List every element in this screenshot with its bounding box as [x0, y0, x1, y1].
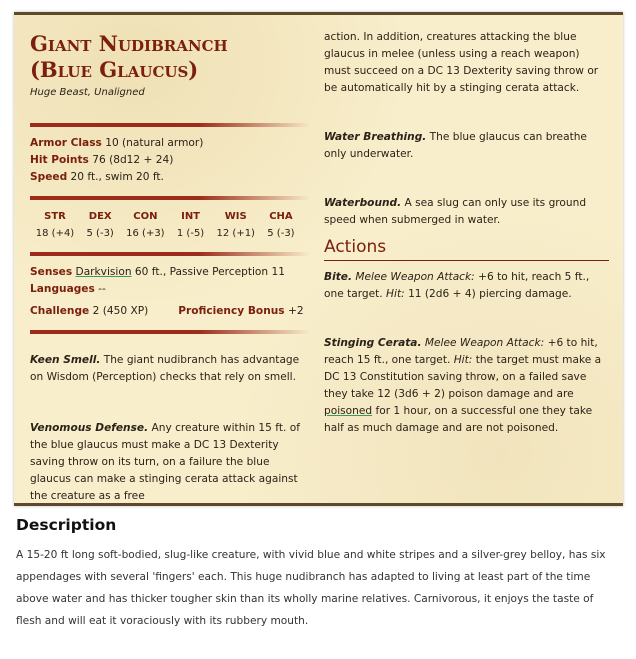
- ability-int: [170, 208, 212, 242]
- monster-name: [30, 31, 312, 83]
- ability-str: [34, 208, 76, 242]
- trait-name: Waterbound.: [324, 197, 402, 209]
- stat-block: [14, 12, 623, 506]
- action-text: the target must make a DC 13 Constitution saving throw, on a failed save they take 12 (3d6 + 2) poison damage and are: [324, 354, 602, 400]
- ability-name: CHA: [269, 211, 293, 222]
- value: 76 (8d12 + 24): [92, 154, 174, 166]
- darkvision-link[interactable]: Darkvision: [75, 266, 132, 278]
- ability-name: STR: [44, 211, 66, 222]
- ability-con: [124, 208, 166, 242]
- languages: [30, 281, 312, 298]
- action-text: 11 (2d6 + 4) piercing damage.: [408, 288, 572, 300]
- trait-text: A sea slug can only use its ground speed when submerged in water.: [324, 197, 587, 226]
- ability-value: 12 (+1): [216, 228, 255, 239]
- value: --: [98, 283, 106, 295]
- label: Proficiency Bonus: [178, 305, 285, 317]
- label: Hit Points: [30, 154, 89, 166]
- actions-heading: Actions: [324, 239, 609, 261]
- trait-waterbound: [324, 195, 609, 229]
- action-text: for 1 hour, on a successful one they take half as much damage and are not poisoned.: [324, 405, 593, 434]
- hit-points: [30, 152, 312, 169]
- label: Languages: [30, 283, 95, 295]
- ability-value: 1 (-5): [176, 228, 205, 239]
- action-text: +6 to hit, reach 5 ft., one target.: [324, 271, 590, 300]
- trait-text: The giant nudibranch has advantage on Wisdom (Perception) checks that rely on smell.: [30, 354, 300, 383]
- ability-scores: [30, 208, 302, 242]
- action-stinging-cerata: [324, 335, 609, 437]
- trait-continued: action. In addition, creatures attacking the blue glaucus in melee (unless using a reach weapon) must succeed on a DC 13 Dexterity saving throw or be automatically hit by a stinging cerata attack.: [324, 31, 599, 94]
- label: Speed: [30, 171, 68, 183]
- hit-label: Hit:: [453, 354, 473, 366]
- description-text: A 15-20 ft long soft-bodied, slug-like creature, with vivid blue and white stripes and a silver-grey belloy, has six appendages with several 'fingers' each. This huge nudibranch has adapted to living at least part of the time above water and has thicker tougher skin than its wholly marine relatives. Carnivorous, it enjoys the taste of flesh and will eat it voraciously with its rubbery mouth.: [16, 549, 606, 627]
- trait-keen-smell: [30, 352, 312, 386]
- trait-venomous-defense: [30, 420, 312, 505]
- label: Armor Class: [30, 137, 102, 149]
- armor-class: [30, 135, 312, 152]
- ability-name: WIS: [224, 211, 247, 222]
- trait-text: Any creature within 15 ft. of the blue glaucus must make a DC 13 Dexterity saving throw on its turn, on a failure the blue glaucus can make a stinging cerata attack against the creature as a free: [30, 422, 300, 502]
- label: Senses: [30, 266, 73, 278]
- ability-name: DEX: [88, 211, 112, 222]
- hit-label: Hit:: [386, 288, 405, 300]
- divider: [30, 123, 310, 127]
- senses: [30, 264, 312, 281]
- name-line1: Giant Nudibranch: [30, 31, 228, 56]
- stat-block-right-column: [324, 15, 609, 437]
- divider: [30, 196, 310, 200]
- ability-name: INT: [181, 211, 201, 222]
- description-heading: Description: [16, 516, 117, 534]
- value: 60 ft., Passive Perception 11: [134, 266, 285, 278]
- ability-value: 5 (-3): [267, 228, 295, 239]
- trait-water-breathing: [324, 129, 609, 163]
- speed: [30, 169, 312, 186]
- action-text: +6 to hit, reach 15 ft., one target.: [324, 337, 598, 366]
- value: +2: [287, 305, 304, 317]
- ability-value: 16 (+3): [126, 228, 165, 239]
- name-line2: (Blue Glaucus): [30, 57, 199, 82]
- divider: [30, 330, 310, 334]
- stat-block-left-column: [30, 15, 312, 505]
- ability-wis: [215, 208, 257, 242]
- trait-text: The blue glaucus can breathe only underwater.: [324, 131, 587, 160]
- action-type: Melee Weapon Attack:: [355, 271, 475, 283]
- ability-value: 18 (+4): [35, 228, 75, 239]
- ability-name: CON: [133, 211, 158, 222]
- trait-name: Water Breathing.: [324, 131, 427, 143]
- challenge-row: [30, 303, 312, 320]
- action-name: Stinging Cerata.: [324, 337, 422, 349]
- monster-meta: Huge Beast, Unaligned: [30, 87, 145, 98]
- action-bite: [324, 269, 609, 303]
- ability-value: 5 (-3): [86, 228, 114, 239]
- divider: [30, 252, 310, 256]
- description-section: [16, 516, 616, 632]
- trait-name: Keen Smell.: [30, 354, 101, 366]
- value: 20 ft., swim 20 ft.: [70, 171, 164, 183]
- ability-dex: [79, 208, 121, 242]
- label: Challenge: [30, 305, 90, 317]
- action-type: Melee Weapon Attack:: [424, 337, 545, 349]
- value: 2 (450 XP): [92, 305, 149, 317]
- action-name: Bite.: [324, 271, 352, 283]
- trait-name: Venomous Defense.: [30, 422, 149, 434]
- poisoned-link[interactable]: poisoned: [324, 405, 373, 417]
- ability-cha: [260, 208, 302, 242]
- value: 10 (natural armor): [105, 137, 204, 149]
